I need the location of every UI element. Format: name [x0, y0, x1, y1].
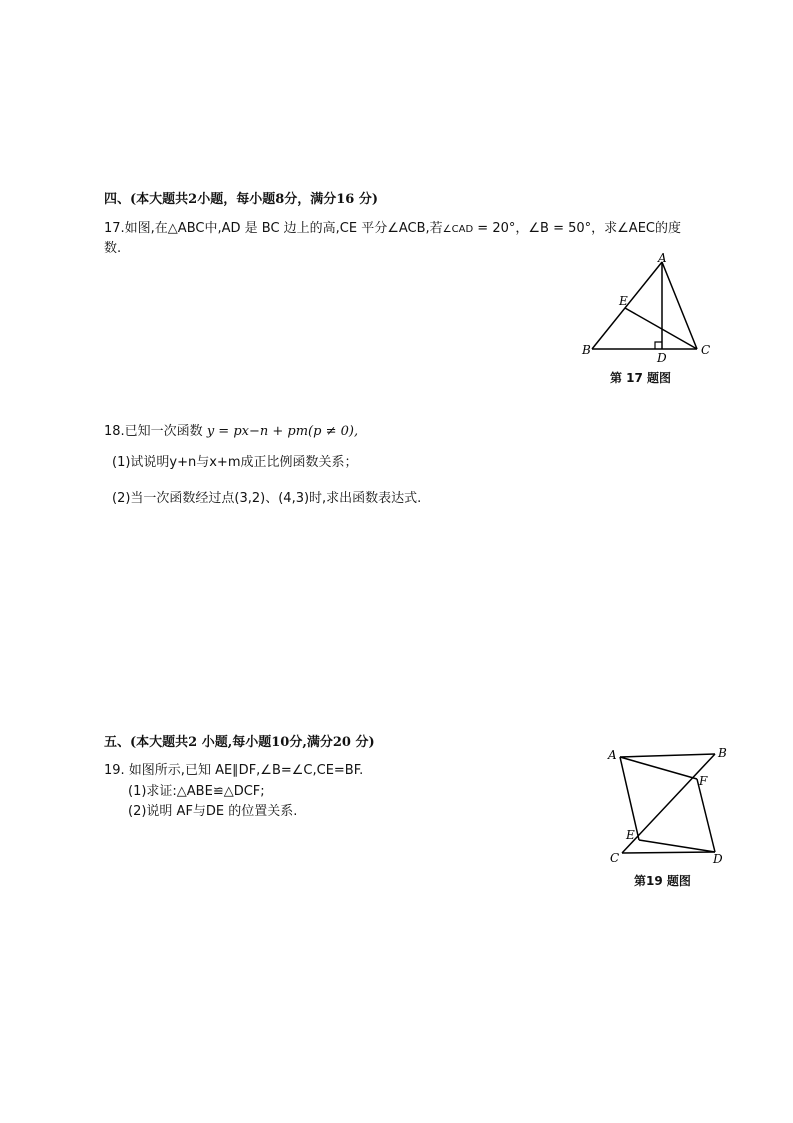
line-cd [622, 852, 715, 853]
question-18-part-1: (1)试说明y+n与x+m成正比例函数关系； [112, 455, 358, 470]
question-18-intro: 18.已知一次函数 [104, 424, 203, 439]
line-ed [639, 840, 715, 852]
question-17-line-2: 数. [104, 241, 122, 256]
question-18-part-2: (2)当一次函数经过点(3,2)、(4,3)时,求出函数表达式. [112, 491, 422, 506]
question-17-text-b: = 20°，∠B = 50°，求∠AEC的度 [473, 221, 681, 236]
figure-19 [600, 742, 735, 870]
question-18-formula: y = px−n + pm(p ≠ 0), [206, 424, 359, 439]
label-a: A [608, 748, 617, 762]
label-f: F [699, 774, 708, 788]
label-d: D [657, 351, 667, 365]
question-19-part-1: (1)求证:△ABE≌△DCF; [128, 784, 265, 799]
label-b: B [582, 343, 591, 357]
label-e: E [619, 294, 628, 308]
line-bc [622, 754, 715, 853]
question-17-line-1 [104, 219, 681, 240]
line-ce [625, 308, 697, 349]
figure-19-caption: 第19 题图 [634, 874, 691, 888]
figure-17-caption: 第 17 题图 [610, 371, 672, 385]
question-18-line-1 [104, 422, 358, 442]
right-angle-mark [655, 342, 662, 349]
line-af [620, 757, 697, 779]
label-d: D [713, 852, 723, 866]
section-5-title: 五、(本大题共2 小题,每小题10分,满分20 分) [104, 735, 375, 750]
label-a: A [658, 251, 667, 265]
figure-17 [575, 250, 725, 365]
question-19-part-2: (2)说明 AF与DE 的位置关系. [128, 804, 298, 819]
question-17-cad-label: ∠CAD [442, 224, 474, 235]
label-b: B [718, 746, 727, 760]
label-c: C [701, 343, 711, 357]
question-17-text-a: 17.如图,在△ABC中,AD 是 BC 边上的高,CE 平分∠ACB,若 [104, 221, 443, 236]
line-ac [662, 262, 697, 349]
question-19-text: 19. 如图所示,已知 AE∥DF,∠B=∠C,CE=BF. [104, 763, 364, 778]
label-e: E [626, 828, 635, 842]
section-4-title: 四、(本大题共2小题，每小题8分，满分16 分) [104, 192, 379, 207]
line-ab [620, 754, 715, 757]
label-c: C [610, 851, 620, 865]
line-fd [697, 779, 715, 852]
